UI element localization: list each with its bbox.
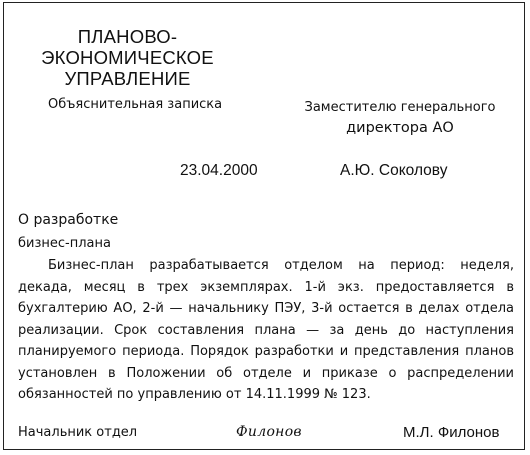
addressee-line-2: директора АО	[346, 120, 454, 136]
department-title	[30, 26, 225, 89]
signer-position: Начальник отдел	[18, 425, 138, 440]
department-line-2: ЭКОНОМИЧЕСКОЕ	[41, 47, 214, 68]
addressee-line-1: Заместителю генерального	[304, 100, 496, 115]
subject-heading	[18, 208, 118, 256]
department-line-3: УПРАВЛЕНИЕ	[64, 68, 191, 89]
department-line-1: ПЛАНОВО-	[77, 26, 178, 47]
subject-line-1: О разработке	[18, 212, 119, 228]
recipient-name: А.Ю. Соколову	[340, 162, 448, 179]
body-paragraph: Бизнес-план разрабатывается отделом на период: неделя, декада, месяц в трех экземплярах. 1-й экз. предоставляется в бухгалтерию АО, 2-й — начальнику ПЭУ, 3-й остается в делах отдела реализации. Срок составления плана — за день до наступления планируемого периода. Порядок разработки и представления планов установлен в Положении об отделе и приказе о распределении обязанностей по управлению от 14.11.1999 № 123.	[18, 258, 514, 402]
signer-name: М.Л. Филонов	[403, 424, 500, 441]
addressee-block	[300, 97, 500, 139]
document-type: Объяснительная записка	[48, 97, 223, 112]
document-date: 23.04.2000	[180, 162, 258, 179]
handwritten-signature: Филонов	[236, 424, 302, 440]
subject-line-2: бизнес-плана	[18, 236, 111, 251]
